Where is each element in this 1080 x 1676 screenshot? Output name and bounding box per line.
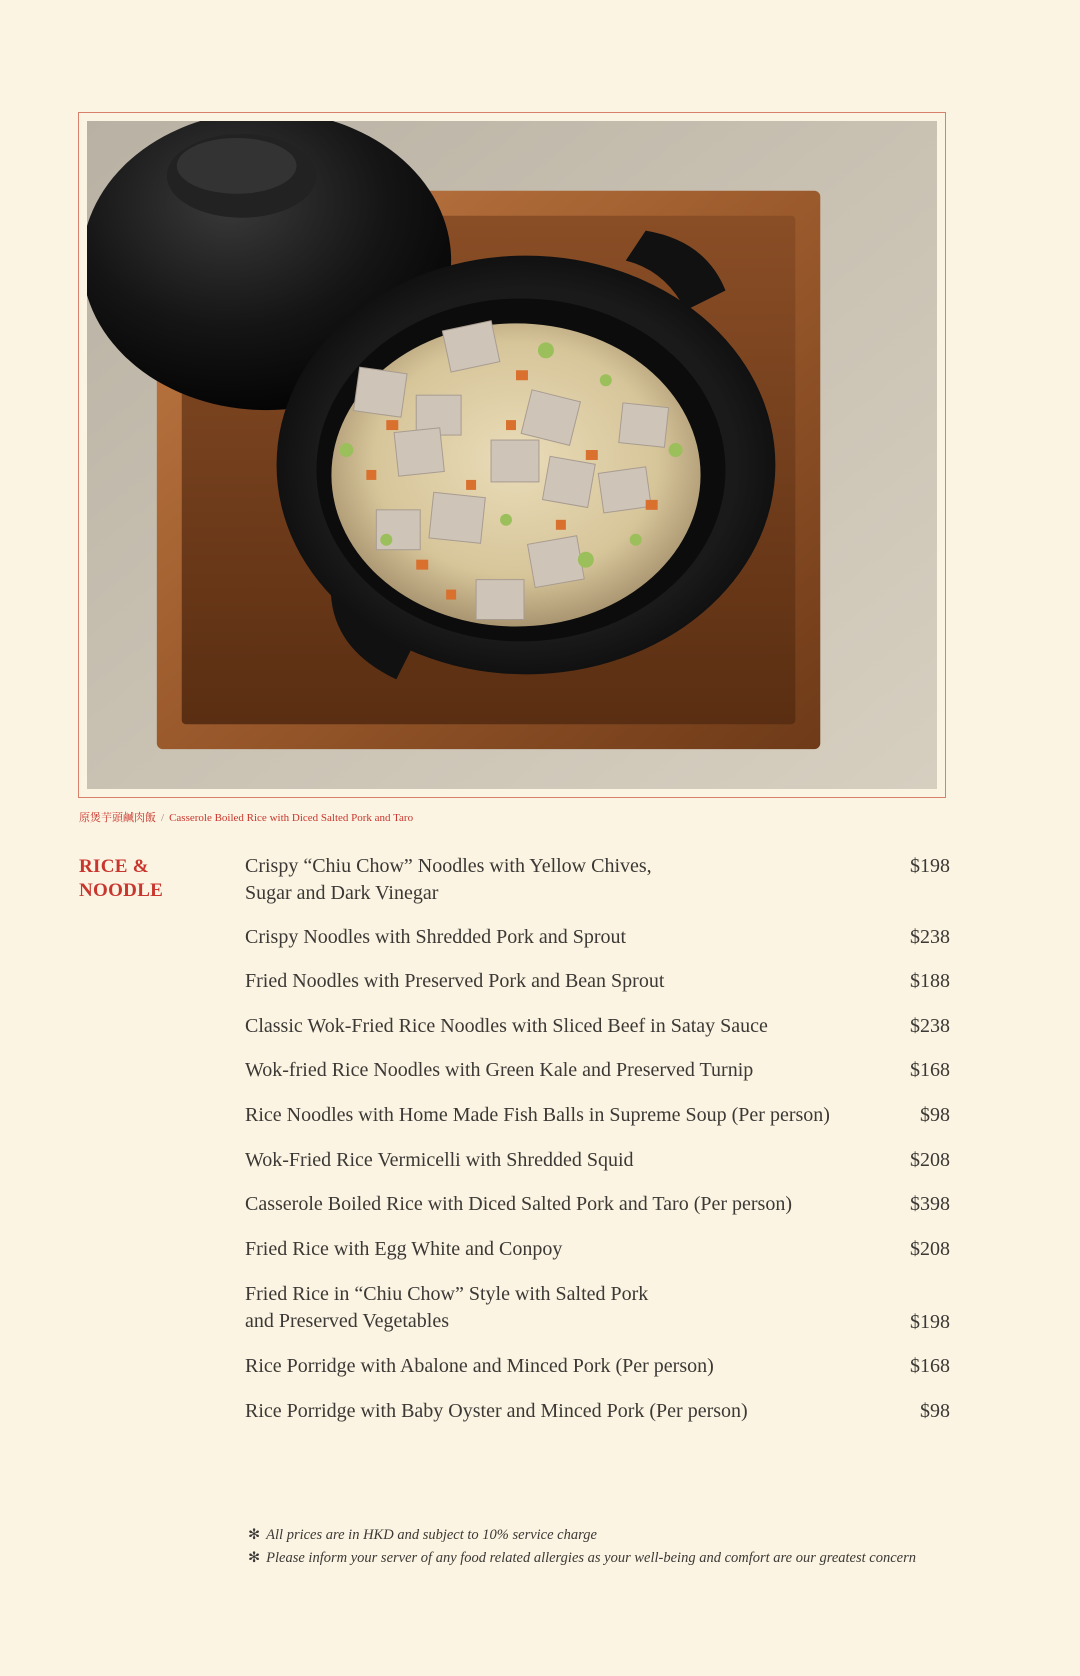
casserole-rice-photo [87, 121, 937, 789]
menu-item-price: $238 [910, 926, 950, 948]
menu-item-name: Rice Porridge with Baby Oyster and Minced Pork (Per person) [245, 1400, 748, 1422]
asterisk-icon: ✻ [248, 1550, 261, 1566]
menu-item-name: Wok-fried Rice Noodles with Green Kale and Preserved Turnip [245, 1059, 754, 1081]
menu-item-name-line1: Crispy “Chiu Chow” Noodles with Yellow Chives, [245, 855, 652, 877]
menu-item [245, 853, 950, 909]
footnote-service-charge [248, 1524, 916, 1547]
menu-item-name: Casserole Boiled Rice with Diced Salted Pork and Taro (Per person) [245, 1193, 792, 1215]
dish-photo-frame [78, 112, 946, 798]
footnote-allergies [248, 1547, 916, 1570]
menu-item-name: Classic Wok-Fried Rice Noodles with Sliced Beef in Satay Sauce [245, 1015, 768, 1037]
photo-caption [79, 809, 413, 825]
caption-english: Casserole Boiled Rice with Diced Salted Pork and Taro [169, 812, 414, 824]
section-title-line1: RICE & [79, 856, 149, 877]
menu-item-price: $198 [910, 1311, 950, 1333]
menu-item-name [245, 1281, 865, 1335]
asterisk-icon: ✻ [248, 1527, 261, 1543]
footnote-text: Please inform your server of any food related allergies as your well-being and comfort are our greatest concern [266, 1550, 916, 1566]
menu-item-price: $238 [910, 1015, 950, 1037]
section-title [79, 855, 219, 903]
menu-item-price: $168 [910, 1355, 950, 1377]
menu-item-name: Fried Noodles with Preserved Pork and Bean Sprout [245, 970, 665, 992]
menu-item-name-line2: Sugar and Dark Vinegar [245, 882, 439, 904]
menu-item-price: $168 [910, 1059, 950, 1081]
menu-item-name [245, 853, 865, 907]
footnotes [248, 1524, 916, 1570]
caption-separator: / [161, 812, 165, 824]
menu-item-price: $398 [910, 1193, 950, 1215]
menu-item-name: Rice Noodles with Home Made Fish Balls in Supreme Soup (Per person) [245, 1104, 830, 1126]
menu-item-name: Fried Rice with Egg White and Conpoy [245, 1238, 563, 1260]
caption-chinese: 原煲芋頭鹹肉飯 [79, 812, 156, 824]
dish-photo [87, 121, 937, 789]
menu-item-price: $208 [910, 1149, 950, 1171]
menu-item-price: $98 [920, 1104, 950, 1126]
menu-item-name-line2: and Preserved Vegetables [245, 1310, 450, 1332]
section-title-line2: NOODLE [79, 880, 164, 901]
menu-item-price: $208 [910, 1238, 950, 1260]
menu-item-price: $188 [910, 970, 950, 992]
footnote-text: All prices are in HKD and subject to 10% service charge [266, 1527, 597, 1543]
menu-item-price: $98 [920, 1400, 950, 1422]
menu-item-name: Crispy Noodles with Shredded Pork and Sprout [245, 926, 627, 948]
menu-item-price: $198 [910, 855, 950, 877]
menu-item [245, 1281, 950, 1337]
menu-item-name: Rice Porridge with Abalone and Minced Pork (Per person) [245, 1355, 714, 1377]
menu-item-name-line1: Fried Rice in “Chiu Chow” Style with Salted Pork [245, 1283, 649, 1305]
menu-item-name: Wok-Fried Rice Vermicelli with Shredded Squid [245, 1149, 634, 1171]
